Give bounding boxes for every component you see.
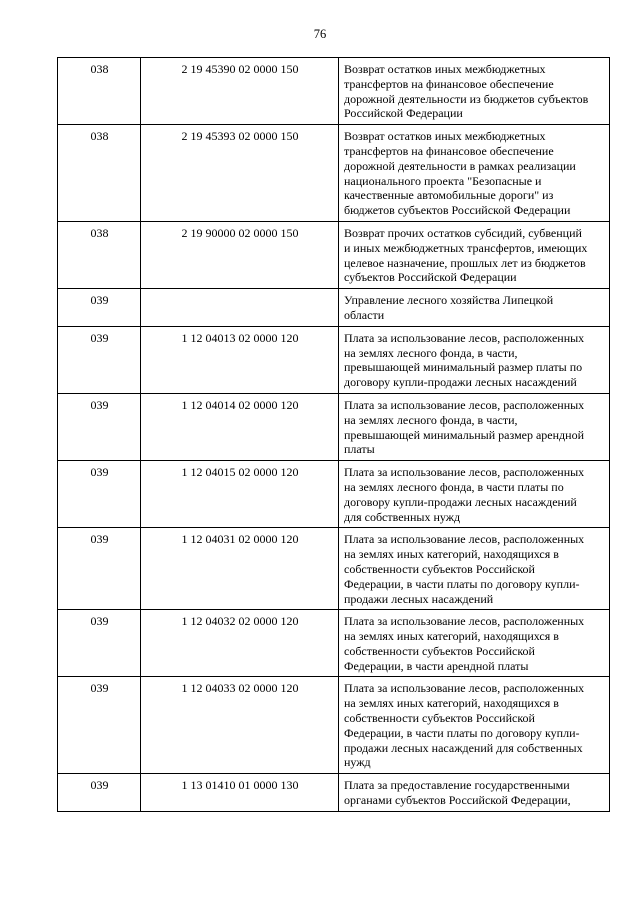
table-row bbox=[58, 610, 610, 677]
revenue-description-cell bbox=[339, 125, 610, 222]
budget-classification-code-cell: 2 19 45393 02 0000 150 bbox=[141, 125, 339, 222]
table-body bbox=[58, 58, 610, 812]
admin-code-cell: 039 bbox=[58, 677, 141, 774]
description-line: целевое назначение, прошлых лет из бюджетов bbox=[344, 255, 586, 270]
description-line: Плата за использование лесов, расположенных bbox=[344, 681, 585, 696]
revenue-description-cell bbox=[339, 528, 610, 610]
description-line: Плата за предоставление государственными bbox=[344, 778, 570, 793]
revenue-description-cell bbox=[339, 677, 610, 774]
admin-code-cell: 038 bbox=[58, 58, 141, 125]
admin-code-cell: 039 bbox=[58, 461, 141, 528]
description-line: превышающей минимальный размер платы по bbox=[344, 360, 583, 375]
revenue-description-cell bbox=[339, 610, 610, 677]
description-line: Возврат прочих остатков субсидий, субвенций bbox=[344, 225, 582, 240]
revenue-description-cell bbox=[339, 289, 610, 327]
budget-classification-code-cell: 2 19 90000 02 0000 150 bbox=[141, 221, 339, 288]
description-line: для собственных нужд bbox=[344, 509, 461, 524]
description-line: собственности субъектов Российской bbox=[344, 643, 535, 658]
budget-classification-code-cell: 1 12 04031 02 0000 120 bbox=[141, 528, 339, 610]
description-line: договору купли-продажи лесных насаждений bbox=[344, 494, 577, 509]
description-line: нужд bbox=[344, 755, 371, 770]
description-line: трансфертов на финансовое обеспечение bbox=[344, 76, 554, 91]
description-line: на землях лесного фонда, в части, bbox=[344, 345, 518, 360]
table-row bbox=[58, 528, 610, 610]
description-line: Управление лесного хозяйства Липецкой bbox=[344, 293, 554, 308]
budget-classification-code-cell bbox=[141, 289, 339, 327]
description-line: на землях лесного фонда, в части, bbox=[344, 412, 518, 427]
admin-code-cell: 039 bbox=[58, 393, 141, 460]
table-row bbox=[58, 677, 610, 774]
description-line: продажи лесных насаждений для собственных bbox=[344, 740, 583, 755]
description-line: собственности субъектов Российской bbox=[344, 561, 535, 576]
description-line: Федерации, в части арендной платы bbox=[344, 658, 529, 673]
revenue-description-cell bbox=[339, 774, 610, 812]
description-line: Плата за использование лесов, расположенных bbox=[344, 614, 585, 629]
description-line: Федерации, в части платы по договору купли- bbox=[344, 576, 580, 591]
description-line: Возврат остатков иных межбюджетных bbox=[344, 62, 546, 76]
description-line: договору купли-продажи лесных насаждений bbox=[344, 375, 577, 390]
description-line: на землях лесного фонда, в части платы по bbox=[344, 479, 564, 494]
admin-code-cell: 038 bbox=[58, 221, 141, 288]
revenue-description-cell bbox=[339, 461, 610, 528]
admin-code-cell: 038 bbox=[58, 125, 141, 222]
description-line: на землях иных категорий, находящихся в bbox=[344, 629, 559, 644]
description-line: на землях иных категорий, находящихся в bbox=[344, 696, 559, 711]
description-line: превышающей минимальный размер арендной bbox=[344, 427, 585, 442]
revenue-description-cell bbox=[339, 58, 610, 125]
description-line: субъектов Российской Федерации bbox=[344, 270, 517, 285]
description-line: Российской Федерации bbox=[344, 106, 463, 121]
revenue-description-cell bbox=[339, 393, 610, 460]
budget-classification-code-cell: 1 12 04015 02 0000 120 bbox=[141, 461, 339, 528]
description-line: бюджетов субъектов Российской Федерации bbox=[344, 203, 571, 218]
table-row bbox=[58, 393, 610, 460]
description-line: дорожной деятельности из бюджетов субъектов bbox=[344, 91, 589, 106]
description-line: Плата за использование лесов, расположенных bbox=[344, 465, 585, 480]
description-line: и иных межбюджетных трансфертов, имеющих bbox=[344, 240, 588, 255]
description-line: Федерации, в части платы по договору купли- bbox=[344, 725, 580, 740]
description-line: Плата за использование лесов, расположенных bbox=[344, 330, 585, 345]
table-row bbox=[58, 326, 610, 393]
description-line: качественные автомобильные дороги" из bbox=[344, 188, 554, 203]
admin-code-cell: 039 bbox=[58, 289, 141, 327]
page-number: 76 bbox=[313, 27, 327, 41]
admin-code-cell: 039 bbox=[58, 774, 141, 812]
description-line: области bbox=[344, 307, 385, 322]
budget-codes-table bbox=[57, 57, 610, 812]
table-row bbox=[58, 774, 610, 812]
description-line: Возврат остатков иных межбюджетных bbox=[344, 129, 546, 144]
budget-classification-code-cell: 2 19 45390 02 0000 150 bbox=[141, 58, 339, 125]
table-row bbox=[58, 58, 610, 125]
budget-classification-code-cell: 1 12 04013 02 0000 120 bbox=[141, 326, 339, 393]
table-row bbox=[58, 125, 610, 222]
table-row bbox=[58, 461, 610, 528]
description-line: трансфертов на финансовое обеспечение bbox=[344, 143, 554, 158]
table-row bbox=[58, 289, 610, 327]
description-line: дорожной деятельности в рамках реализации bbox=[344, 158, 576, 173]
budget-classification-code-cell: 1 12 04014 02 0000 120 bbox=[141, 393, 339, 460]
description-line: национального проекта "Безопасные и bbox=[344, 173, 542, 188]
admin-code-cell: 039 bbox=[58, 528, 141, 610]
description-line: Плата за использование лесов, расположенных bbox=[344, 532, 585, 547]
revenue-description-cell bbox=[339, 221, 610, 288]
description-line: на землях иных категорий, находящихся в bbox=[344, 547, 559, 562]
admin-code-cell: 039 bbox=[58, 610, 141, 677]
description-line: платы bbox=[344, 442, 375, 457]
budget-classification-code-cell: 1 13 01410 01 0000 130 bbox=[141, 774, 339, 812]
description-line: Плата за использование лесов, расположенных bbox=[344, 397, 585, 412]
table-row bbox=[58, 221, 610, 288]
description-line: продажи лесных насаждений bbox=[344, 591, 494, 606]
admin-code-cell: 039 bbox=[58, 326, 141, 393]
description-line: органами субъектов Российской Федерации, bbox=[344, 793, 571, 808]
budget-classification-code-cell: 1 12 04033 02 0000 120 bbox=[141, 677, 339, 774]
budget-classification-code-cell: 1 12 04032 02 0000 120 bbox=[141, 610, 339, 677]
revenue-description-cell bbox=[339, 326, 610, 393]
description-line: собственности субъектов Российской bbox=[344, 711, 535, 726]
